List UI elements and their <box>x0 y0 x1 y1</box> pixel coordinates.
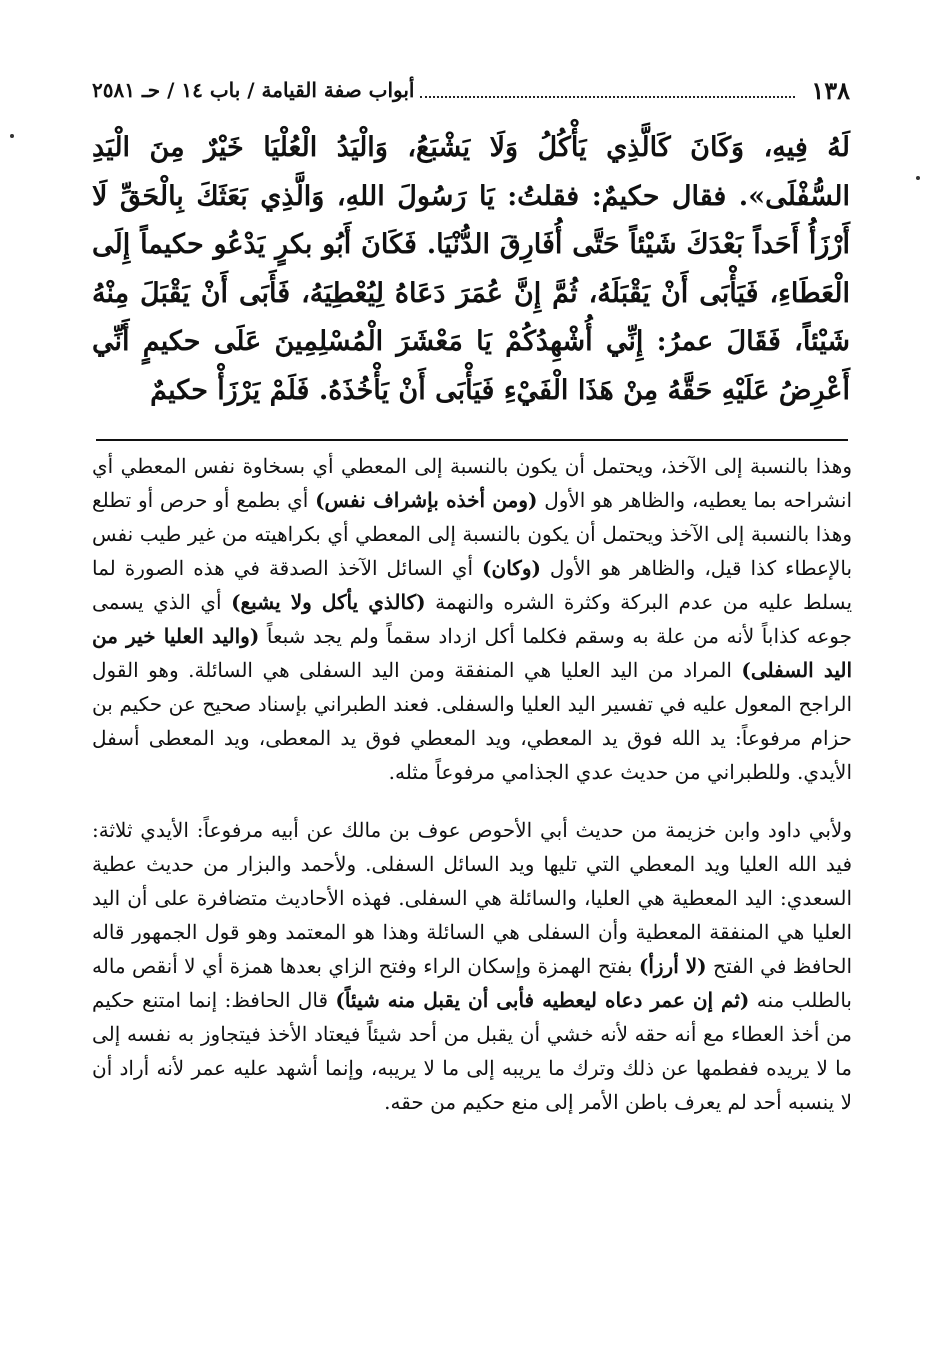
page-header <box>92 70 850 110</box>
commentary-highlight: (كالذي يأكل ولا يشبع) <box>231 590 426 614</box>
commentary-paragraph-2 <box>92 813 852 1119</box>
commentary-highlight: (لا أرزأ) <box>638 954 707 978</box>
running-title: أبواب صفة القيامة / باب ١٤ / حـ ٢٥٨١ <box>92 78 415 102</box>
commentary-segment: وهذا بالنسبة إلى الآخذ، ويحتمل أن يكون بالنسبة إلى المعطي أي بسخاوة نفس المعطي أي انشراحه بما يعطيه، والظاهر هو الأول <box>92 454 853 512</box>
hadith-text: لَهُ فِيهِ، وَكَانَ كَالَّذِي يَأْكُلُ وَلَا يَشْبَعُ، وَالْيَدُ الْعُلْيَا خَيْرٌ مِنَ الْيَدِ السُّفْلَى». فقال حكيمٌ: فقلتُ: يَا رَسُولَ اللهِ، وَالَّذِي بَعَثَكَ بِالْحَقِّ لَا أَرْزَأُ أَحَداً بَعْدَكَ شَيْئاً حَتَّى أُفَارِقَ الدُّنْيَا. فَكَانَ أَبُو بكرٍ يَدْعُو حكيماً إِلَى الْعَطَاءِ، فَيَأْبَى أَنْ يَقْبَلَهُ، ثُمَّ إِنَّ عُمَرَ دَعَاهُ لِيُعْطِيَهُ، فَأَبَى أَنْ يَقْبَلَ مِنْهُ شَيْئاً، فَقَالَ عمرُ: إِنِّي أُشْهِدُكُمْ يَا مَعْشَرَ الْمُسْلِمِينَ عَلَى حكيمٍ أَنِّي أَعْرِضُ عَلَيْهِ حَقَّهُ مِنْ هَذَا الْفَيْءِ فَيَأْبَى أَنْ يَأْخُذَهُ. فَلَمْ يَرْزَأْ حكيمٌ <box>92 132 850 406</box>
commentary-segment: بفتح الهمزة وإسكان الراء وفتح الزاي بعدها همزة أي لا أنقص ماله بالطلب منه <box>92 954 852 1012</box>
commentary-segment: ولأبي داود وابن خزيمة من حديث أبي الأحوص عوف بن مالك عن أبيه مرفوعاً: الأيدي ثلاثة: فيد الله العليا ويد المعطي التي تليها ويد السائل السفلى. ولأحمد والبزار من حديث عطية السعدي: اليد المعطية هي العليا، والسائلة هي السفلى. فهذه الأحاديث متضافرة على أن اليد العليا هي المنفقة المعطية وأن السفلى هي السائلة وهذا هو المعتمد وهو قول الجمهور قاله الحافظ في الفتح <box>92 818 853 978</box>
page-number: ١٣٨ <box>811 75 850 105</box>
commentary-highlight: (واليد العليا خير من اليد السفلى) <box>92 624 852 682</box>
scan-speck <box>916 176 920 180</box>
footnote-divider <box>96 439 848 441</box>
commentary-highlight: (ثم إن عمر دعاه ليعطيه فأبى أن يقبل منه شيئاً) <box>335 988 750 1012</box>
commentary-highlight: (وكان) <box>482 556 541 580</box>
commentary <box>92 449 852 1119</box>
header-dot-leader <box>420 96 795 98</box>
scan-speck <box>10 134 14 138</box>
commentary-segment: قال الحافظ: إنما امتنع حكيم من أخذ العطاء مع أنه حقه لأنه خشي أن يقبل من أحد شيئاً فيعتاد الأخذ فيتجاوز به نفسه إلى ما لا يريده ففطمها عن ذلك وترك ما يريبه إلى ما لا يريبه، وإنما أشهد عليه عمر لأنه أراد أن لا ينسبه أحد لم يعرف باطن الأمر إلى منع حكيم من حقه. <box>92 988 852 1114</box>
commentary-paragraph-1 <box>92 449 852 789</box>
commentary-segment: أي الذي يسمى جوعه كذاباً لأنه من علة به وسقم فكلما أكل ازداد سقماً ولم يجد شبعاً <box>92 590 852 648</box>
commentary-segment: أي بطمع أو حرص أو تطلع وهذا بالنسبة إلى الآخذ ويحتمل أن يكون بالنسبة إلى المعطي أي بكراهيته من غير طيب نفس بالإعطاء كذا قيل، والظاهر هو الأول <box>92 488 853 580</box>
commentary-segment: أي السائل الآخذ الصدقة في هذه الصورة لما يسلط عليه من عدم البركة وكثرة الشره والنهمة <box>92 556 853 614</box>
commentary-highlight: (ومن أخذه بإشراف نفس) <box>315 488 538 512</box>
commentary-segment: المراد من اليد العليا هي المنفقة ومن اليد السفلى هي السائلة. وهو القول الراجح المعول عليه في تفسير اليد العليا والسفلى. فعند الطبراني بإسناد صحيح عن حكيم بن حزام مرفوعاً: يد الله فوق يد المعطي، ويد المعطي فوق يد المعطى، ويد المعطى أسفل الأيدي. وللطبراني من حديث عدي الجذامي مرفوعاً مثله. <box>92 658 852 784</box>
